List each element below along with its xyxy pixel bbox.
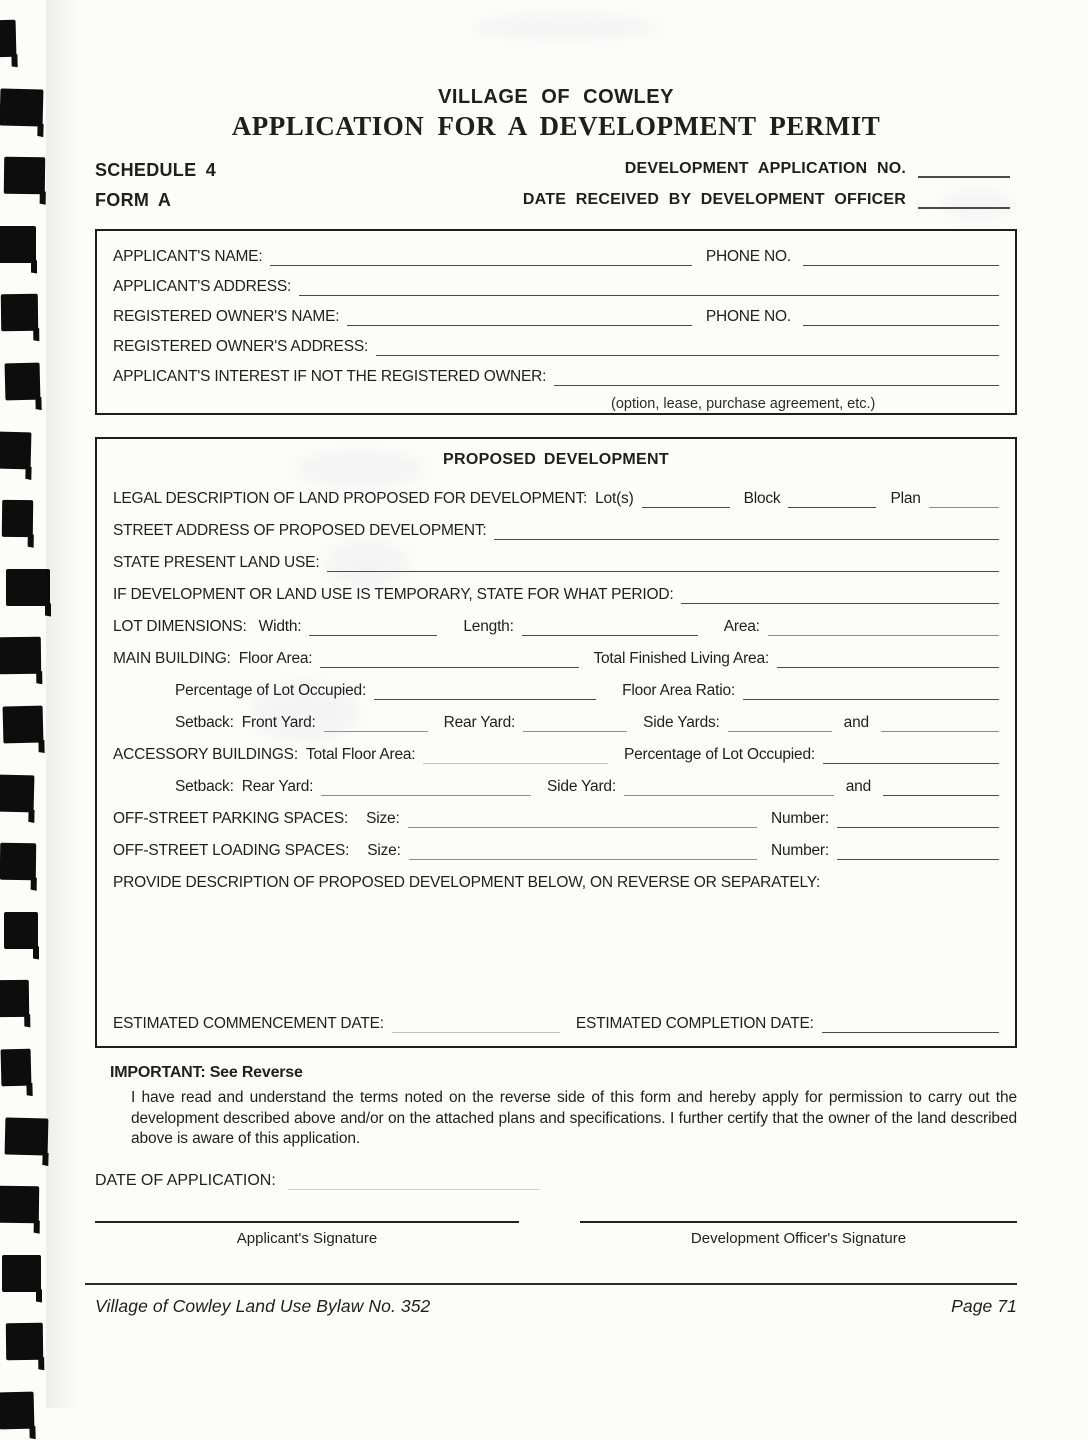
date-received-label: DATE RECEIVED BY DEVELOPMENT OFFICER: [522, 191, 906, 208]
side-yards-label: Side Yards:: [643, 714, 720, 731]
schedule-label: SCHEDULE 4: [95, 160, 217, 180]
binding-tooth: [0, 843, 36, 880]
accessory-buildings-row: [113, 745, 999, 764]
loading-number-blank: [837, 846, 999, 860]
temporary-period-label: IF DEVELOPMENT OR LAND USE IS TEMPORARY, STATE FOR WHAT PERIOD:: [113, 586, 674, 603]
and-label: and: [843, 714, 869, 731]
side-yards-blank: [728, 718, 832, 732]
present-land-use-blank: [327, 558, 999, 572]
form-label: FORM A: [95, 190, 172, 210]
owner-phone-no-blank: [803, 312, 999, 326]
footer-divider: [85, 1283, 1017, 1285]
present-land-use-label: STATE PRESENT LAND USE:: [113, 554, 320, 571]
parking-size-label: Size:: [366, 810, 400, 827]
development-application-no-label: DEVELOPMENT APPLICATION NO.: [624, 160, 906, 177]
applicant-name-row: [113, 247, 999, 266]
applicant-info-box: [95, 229, 1017, 415]
binding-tooth: [0, 20, 16, 57]
date-of-application-blank: [288, 1176, 540, 1190]
accessory-side-yard-blank: [624, 782, 834, 796]
lots-blank: [642, 494, 730, 508]
loading-size-label: Size:: [367, 842, 401, 859]
temporary-period-row: [113, 585, 999, 604]
binding-tooth: [4, 157, 45, 194]
parking-number-blank: [837, 814, 999, 828]
binding-tooth: [4, 912, 38, 949]
completion-date-blank: [822, 1019, 999, 1033]
parking-size-blank: [408, 814, 757, 828]
binding-tooth: [0, 88, 43, 126]
bylaw-reference: Village of Cowley Land Use Bylaw No. 352: [95, 1296, 431, 1316]
street-address-blank: [494, 526, 999, 540]
binding-tooth: [5, 1117, 49, 1155]
block-label: Block: [743, 490, 781, 507]
floor-ratio-blank: [743, 686, 999, 700]
binding-tooth: [0, 1186, 39, 1223]
applicant-address-row: [113, 277, 999, 296]
phone-no-label: PHONE NO.: [705, 248, 791, 265]
loading-spaces-label: OFF-STREET LOADING SPACES:: [113, 842, 350, 859]
page-edge-shade: [46, 0, 80, 1408]
applicant-address-label: APPLICANT'S ADDRESS:: [113, 278, 292, 295]
parking-spaces-row: [113, 809, 999, 828]
length-label: Length:: [463, 618, 514, 635]
legal-description-row: [113, 489, 999, 508]
applicant-interest-blank: [554, 372, 999, 386]
commencement-date-label: ESTIMATED COMMENCEMENT DATE:: [113, 1015, 384, 1032]
officer-signature-block: [580, 1221, 1017, 1247]
lots-label: Lot(s): [595, 490, 634, 507]
block-blank: [788, 494, 876, 508]
interest-hint: (option, lease, purchase agreement, etc.): [611, 396, 876, 412]
binding-tooth: [0, 431, 31, 469]
parking-number-label: Number:: [770, 810, 829, 827]
declaration-text: I have read and understand the terms noted on the reverse side of this form and hereby apply for permission to carry out the development described above and/or on the attached plans and specifications. I further certify that the owner of the land described above is aware of this application.: [131, 1089, 1017, 1147]
accessory-and-label: and: [845, 778, 871, 795]
owner-address-label: REGISTERED OWNER'S ADDRESS:: [113, 338, 369, 355]
applicant-interest-label: APPLICANT'S INTEREST IF NOT THE REGISTERED OWNER:: [113, 368, 547, 385]
main-building-row: [113, 649, 999, 668]
important-note: IMPORTANT: See Reverse: [110, 1064, 303, 1081]
binding-tooth: [5, 363, 41, 401]
owner-phone-no-label: PHONE NO.: [705, 308, 791, 325]
binding-tooth: [0, 226, 36, 263]
side-yards-and-blank: [881, 718, 999, 732]
area-label: Area:: [723, 618, 760, 635]
binding-tooth: [0, 774, 34, 812]
proposed-development-title: PROPOSED DEVELOPMENT: [443, 451, 669, 468]
completion-date-label: ESTIMATED COMPLETION DATE:: [575, 1015, 814, 1032]
total-floor-area-label: Total Floor Area:: [305, 746, 416, 763]
date-of-application-label: DATE OF APPLICATION:: [95, 1172, 276, 1189]
applicant-interest-row: [113, 367, 999, 386]
front-yard-blank: [324, 718, 428, 732]
owner-name-row: [113, 307, 999, 326]
applicant-signature-line: [95, 1221, 519, 1223]
main-setback-row: [175, 713, 999, 732]
applicant-name-blank: [270, 252, 691, 266]
plan-label: Plan: [890, 490, 921, 507]
floor-ratio-label: Floor Area Ratio:: [622, 682, 735, 699]
binding-tooth: [0, 637, 41, 675]
owner-name-label: REGISTERED OWNER'S NAME:: [113, 308, 340, 325]
binding-tooth: [2, 1255, 41, 1292]
parking-spaces-label: OFF-STREET PARKING SPACES:: [113, 810, 349, 827]
pct-occupied-label: Percentage of Lot Occupied:: [175, 682, 367, 699]
street-address-row: [113, 521, 999, 540]
page-footer: [95, 1296, 1017, 1317]
officer-signature-line: [580, 1221, 1017, 1223]
officer-signature-caption: Development Officer's Signature: [690, 1230, 907, 1247]
accessory-pct-occupied-blank: [823, 750, 999, 764]
accessory-rear-yard-blank: [321, 782, 531, 796]
binding-tooth: [6, 1323, 43, 1360]
lot-dimensions-label: LOT DIMENSIONS:: [113, 618, 247, 635]
accessory-buildings-label: ACCESSORY BUILDINGS:: [113, 746, 298, 763]
accessory-setback-row: [175, 777, 999, 796]
binding-tooth: [6, 569, 50, 606]
binding-tooth: [3, 706, 44, 744]
rear-yard-blank: [523, 718, 627, 732]
binding-tooth: [0, 1392, 34, 1430]
binding-tooth: [0, 980, 29, 1017]
width-label: Width:: [258, 618, 302, 635]
loading-spaces-row: [113, 841, 999, 860]
owner-address-row: [113, 337, 999, 356]
development-application-no-row: [625, 160, 1010, 178]
applicant-address-blank: [299, 282, 999, 296]
commencement-date-blank: [392, 1019, 560, 1033]
binding-tooth: [1, 294, 38, 331]
legal-description-label: LEGAL DESCRIPTION OF LAND PROPOSED FOR DEVELOPMENT:: [113, 490, 588, 507]
accessory-side-yard-and-blank: [883, 782, 999, 796]
main-building-label: MAIN BUILDING:: [113, 650, 231, 667]
width-blank: [309, 622, 437, 636]
front-yard-label: Front Yard:: [241, 714, 316, 731]
date-of-application-row: [95, 1172, 540, 1190]
finished-area-label: Total Finished Living Area:: [593, 650, 769, 667]
floor-area-label: Floor Area:: [238, 650, 313, 667]
rear-yard-label: Rear Yard:: [443, 714, 516, 731]
accessory-side-yard-label: Side Yard:: [547, 778, 616, 795]
total-floor-area-blank: [423, 750, 608, 764]
street-address-label: STREET ADDRESS OF PROPOSED DEVELOPMENT:: [113, 522, 487, 539]
owner-address-blank: [376, 342, 999, 356]
loading-number-label: Number:: [770, 842, 829, 859]
floor-area-blank: [320, 654, 579, 668]
binding-tooth: [2, 500, 33, 537]
setback-label: Setback:: [175, 714, 234, 731]
lot-dimensions-row: [113, 617, 999, 636]
development-application-no-blank: [918, 163, 1010, 178]
estimated-dates-row: [113, 1014, 999, 1033]
form-title: APPLICATION FOR A DEVELOPMENT PERMIT: [231, 111, 881, 141]
page-number: Page 71: [951, 1296, 1017, 1316]
proposed-development-box: [95, 437, 1017, 1048]
scan-smudge: [470, 14, 660, 40]
binding-tooth: [1, 1049, 32, 1087]
plan-blank: [929, 494, 999, 508]
accessory-rear-yard-label: Rear Yard:: [241, 778, 314, 795]
description-prompt-label: PROVIDE DESCRIPTION OF PROPOSED DEVELOPMENT BELOW, ON REVERSE OR SEPARATELY:: [113, 874, 821, 891]
phone-no-blank: [803, 252, 999, 266]
applicant-name-label: APPLICANT'S NAME:: [113, 248, 263, 265]
applicant-signature-caption: Applicant's Signature: [236, 1230, 378, 1247]
finished-area-blank: [777, 654, 999, 668]
signature-area: [95, 1221, 1017, 1247]
description-prompt-row: [113, 873, 999, 892]
date-received-blank: [918, 194, 1010, 209]
present-land-use-row: [113, 553, 999, 572]
loading-size-blank: [409, 846, 757, 860]
accessory-setback-label: Setback:: [175, 778, 234, 795]
applicant-signature-block: [95, 1221, 519, 1247]
area-blank: [768, 622, 999, 636]
length-blank: [522, 622, 698, 636]
pct-occupied-blank: [374, 686, 596, 700]
owner-name-blank: [347, 312, 691, 326]
date-received-row: [523, 191, 1010, 209]
pct-occupied-row: [175, 681, 999, 700]
organization-name: VILLAGE OF COWLEY: [438, 86, 674, 108]
temporary-period-blank: [681, 590, 999, 604]
accessory-pct-occupied-label: Percentage of Lot Occupied:: [623, 746, 815, 763]
